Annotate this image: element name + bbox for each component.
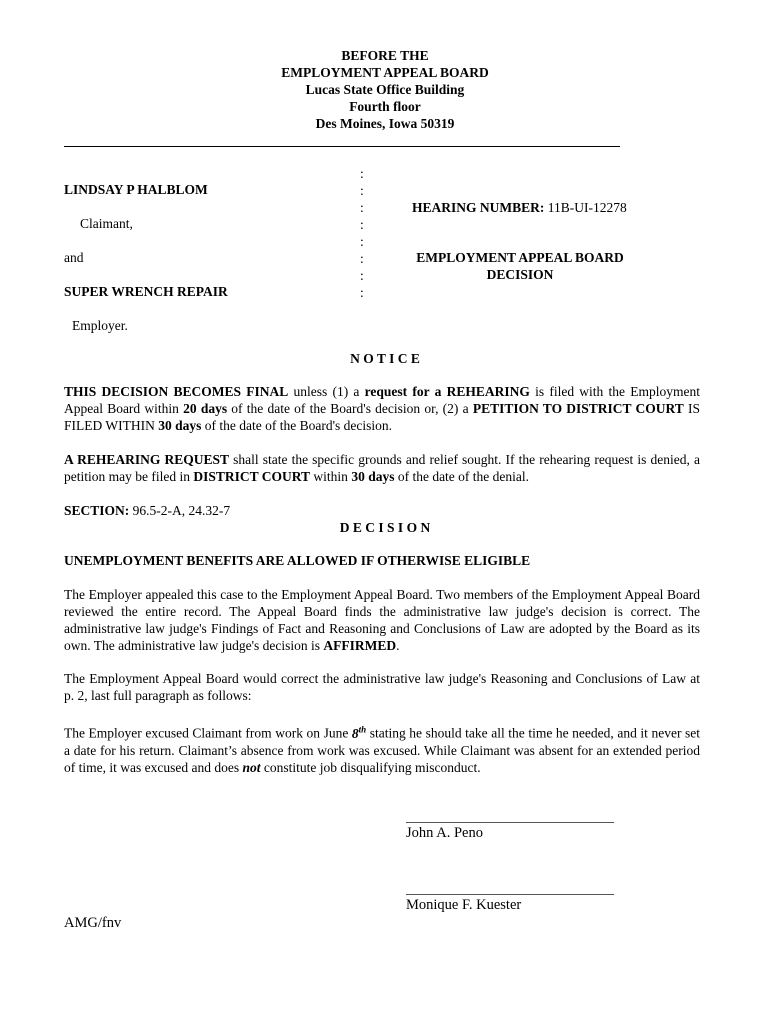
signature-line-2 (406, 894, 614, 895)
section-label: SECTION: (64, 503, 130, 518)
section-value: 96.5-2-A, 24.32-7 (129, 503, 231, 518)
caption-colon: : (360, 166, 364, 181)
signature-line-1 (406, 822, 614, 823)
caption-colon: : (360, 268, 364, 283)
notice-text: of the date of the Board's decision. (201, 418, 393, 433)
notice-text: within (310, 469, 352, 484)
header-building: Lucas State Office Building (305, 82, 465, 97)
decision-text: constitute job disqualifying misconduct. (260, 759, 481, 775)
decision-paragraph-3 (64, 721, 700, 776)
caption-colon: : (360, 285, 364, 300)
decision-title-line-2: DECISION (486, 267, 554, 282)
notice-text: is filed with the Employment Appeal Board within (64, 384, 700, 416)
notice-text: IS FILED WITHIN (64, 401, 701, 433)
notice-text: A REHEARING REQUEST (64, 452, 230, 467)
decision-heading: D E C I S I O N (339, 520, 431, 535)
notice-paragraph-1 (64, 383, 700, 434)
notice-text: PETITION TO DISTRICT COURT (472, 401, 684, 416)
notice-heading: N O T I C E (350, 351, 420, 366)
notice-text: unless (1) a (288, 384, 365, 399)
decision-date-suffix: th (358, 724, 367, 734)
decision-paragraph-1 (64, 586, 700, 654)
notice-text: 20 days (183, 401, 228, 416)
notice-text: shall state the specific grounds and relief sought. If the rehearing request is denied, a petition may be filed in (64, 452, 700, 484)
typist-initials: AMG/fnv (64, 915, 122, 931)
decision-emphasis: not (242, 759, 261, 775)
caption-colon: : (360, 200, 364, 215)
decision-text: The Employer excused Claimant from work on June (64, 725, 352, 741)
decision-title-line-1: EMPLOYMENT APPEAL BOARD (416, 250, 624, 265)
hearing-number (412, 199, 627, 216)
notice-text: 30 days (158, 418, 202, 433)
employer-name: SUPER WRENCH REPAIR (64, 284, 228, 299)
notice-text: request for a REHEARING (364, 384, 530, 399)
header-rule (64, 146, 620, 147)
notice-text: of the date of the Board's decision or, (2) a (227, 401, 473, 416)
header-city: Des Moines, Iowa 50319 (315, 116, 455, 131)
decision-affirmed: AFFIRMED (323, 638, 397, 653)
header-board-name: EMPLOYMENT APPEAL BOARD (281, 65, 489, 80)
claimant-name: LINDSAY P HALBLOM (64, 182, 208, 197)
notice-text: THIS DECISION BECOMES FINAL (64, 384, 289, 399)
decision-text: stating he should take all the time he needed, and it never set a date for his return. Claimant’s absence from work was excused. While Claimant was absent for an extended period of time, it was excused and does (64, 725, 700, 775)
decision-ruling: UNEMPLOYMENT BENEFITS ARE ALLOWED IF OTHERWISE ELIGIBLE (64, 553, 531, 568)
hearing-number-value: 11B-UI-12278 (544, 200, 627, 215)
caption-colon: : (360, 234, 364, 249)
notice-paragraph-2 (64, 451, 700, 485)
section-citation (64, 502, 230, 519)
caption-colon: : (360, 183, 364, 198)
decision-date-day: 8 (351, 725, 359, 741)
header-line-1: BEFORE THE (341, 48, 429, 63)
caption-colon: : (360, 251, 364, 266)
decision-paragraph-2: The Employment Appeal Board would correct the administrative law judge's Reasoning and Conclusions of Law at p. 2, last full paragraph as follows: (64, 671, 700, 703)
header-floor: Fourth floor (349, 99, 421, 114)
claimant-label: Claimant, (80, 216, 133, 231)
caption-and: and (64, 250, 84, 265)
decision-text: The Employer appealed this case to the Employment Appeal Board. Two members of the Employment Appeal Board reviewed the entire record. The Appeal Board finds the administrative law judge's decision is correct. The administrative law judge's Findings of Fact and Reasoning and Conclusions of Law are adopted by the Board as its own. The administrative law judge's decision is (64, 587, 700, 653)
employer-label: Employer. (72, 318, 128, 333)
notice-text: DISTRICT COURT (193, 469, 311, 484)
notice-text: 30 days (351, 469, 395, 484)
notice-text: of the date of the denial. (394, 469, 530, 484)
hearing-number-label: HEARING NUMBER: (412, 200, 545, 215)
decision-text: . (396, 638, 400, 653)
signer-1-name: John A. Peno (406, 825, 483, 841)
signer-2-name: Monique F. Kuester (406, 897, 522, 913)
caption-colon: : (360, 217, 364, 232)
